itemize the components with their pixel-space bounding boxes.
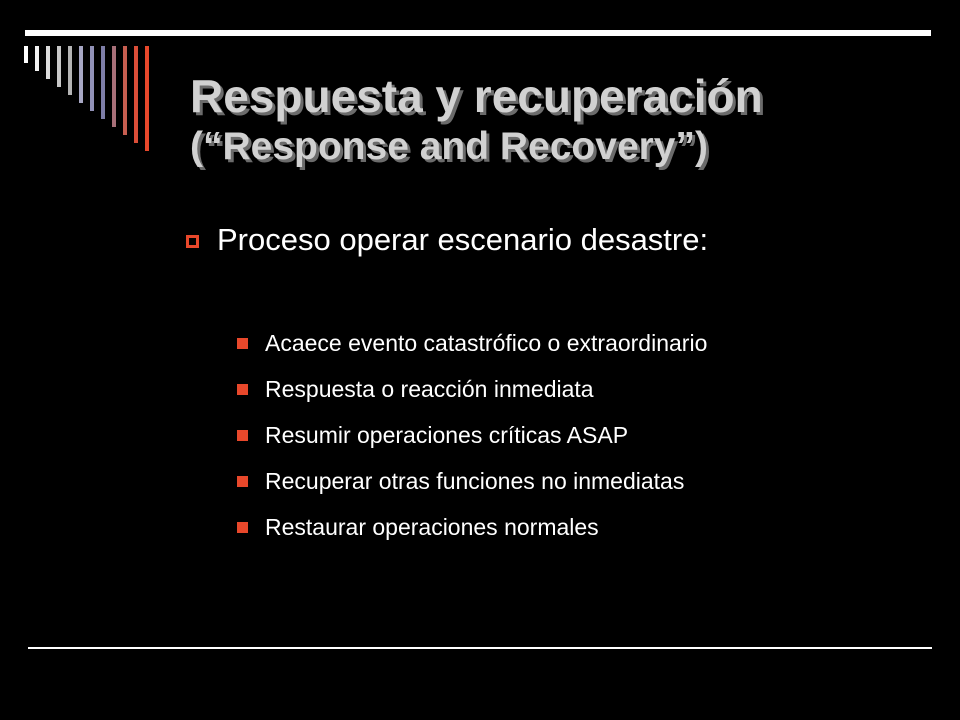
filled-square-bullet-icon [237, 338, 248, 349]
stripe [57, 46, 61, 87]
stripe [90, 46, 94, 111]
sub-bullet-list [237, 320, 707, 550]
stripe [134, 46, 138, 143]
stripe [68, 46, 72, 95]
filled-square-bullet-icon [237, 430, 248, 441]
slide-title [190, 68, 763, 170]
hollow-square-bullet-icon [186, 235, 199, 248]
top-rule [25, 30, 931, 36]
stripe [46, 46, 50, 79]
main-bullet [186, 218, 708, 262]
stripe [112, 46, 116, 127]
filled-square-bullet-icon [237, 522, 248, 533]
stripe [123, 46, 127, 135]
stripe [145, 46, 149, 151]
sub-bullet [237, 320, 707, 366]
title-line-2: (“Response and Recovery”) [190, 125, 708, 168]
stripe [101, 46, 105, 119]
sub-bullet-text: Recuperar otras funciones no inmediatas [265, 467, 685, 494]
filled-square-bullet-icon [237, 476, 248, 487]
sub-bullet [237, 504, 707, 550]
stripe [24, 46, 28, 63]
sub-bullet [237, 366, 707, 412]
sub-bullet [237, 412, 707, 458]
filled-square-bullet-icon [237, 384, 248, 395]
sub-bullet-text: Acaece evento catastrófico o extraordinario [265, 329, 708, 356]
sub-bullet-text: Respuesta o reacción inmediata [265, 375, 594, 402]
bottom-rule [28, 647, 932, 649]
sub-bullet-text: Resumir operaciones críticas ASAP [265, 421, 629, 448]
stripe [35, 46, 39, 71]
main-bullet-text: Proceso operar escenario desastre: [217, 222, 709, 257]
sub-bullet-text: Restaurar operaciones normales [265, 513, 599, 540]
title-line-1: Respuesta y recuperación [190, 70, 763, 122]
stripe [79, 46, 83, 103]
sub-bullet [237, 458, 707, 504]
